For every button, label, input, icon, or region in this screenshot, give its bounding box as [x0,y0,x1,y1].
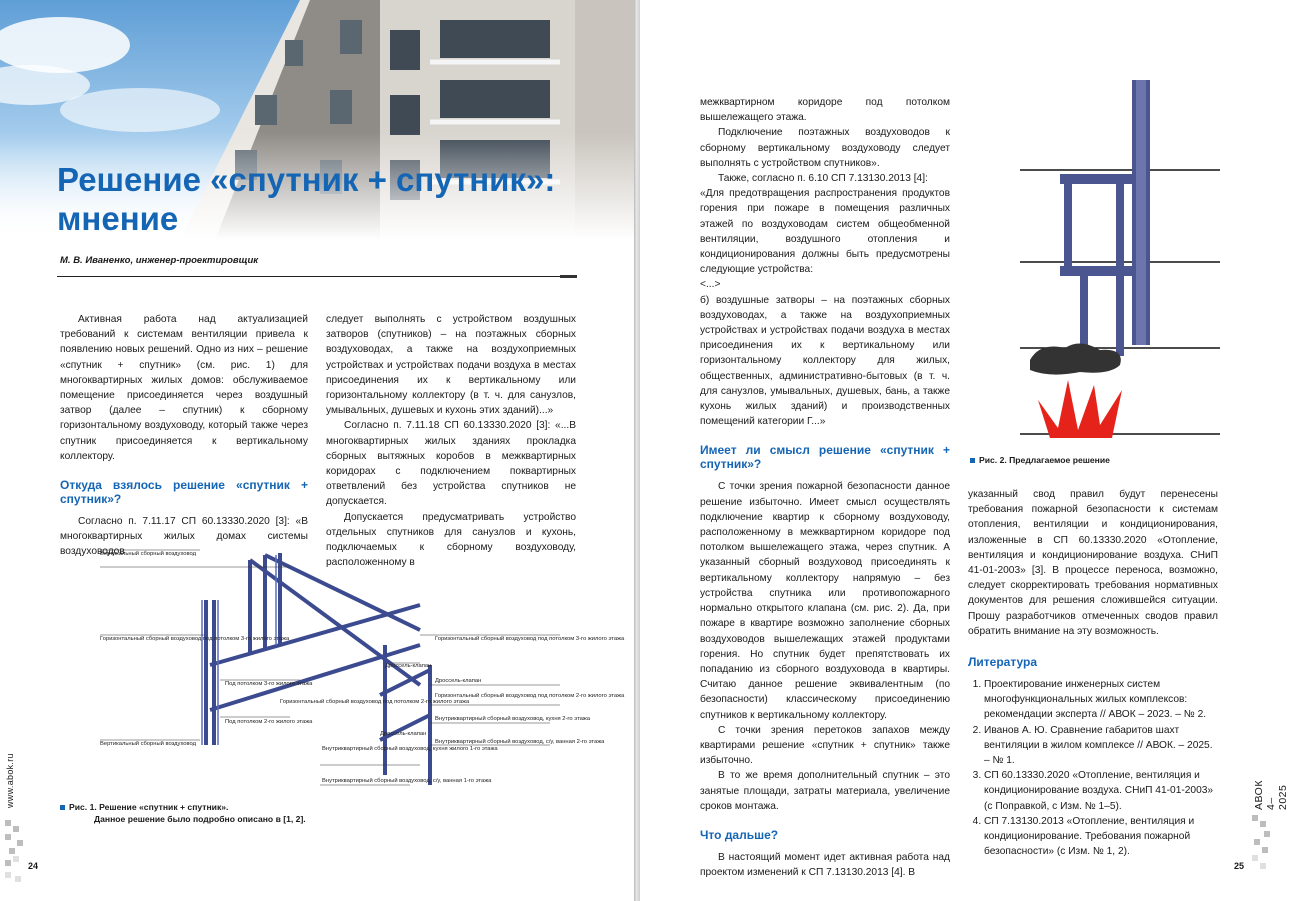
pixel-strip-icon [1252,815,1272,885]
fig1-label: Вертикальный сборный воздуховод [100,741,197,747]
fig1-label: Горизонтальный сборный воздуховод под потолком 2-го жилого этажа [435,693,625,699]
references-list [968,677,1218,859]
caption-bullet-icon [970,458,975,463]
paragraph: следует выполнять с устройством воздушных затворов (спутников) – на поэтажных сборных воздуховодах, а также на воздухоприемных устройствах и устройствах подачи воздуха в местах присоединения их к вертикальному или горизонтальному коллектору (в т. ч. для санузлов, умывальных, душевых и кухонь этих зданий)...» [326,314,576,417]
figure-1-diagram [90,545,625,800]
figure-1-caption [60,801,306,825]
section-heading: Литература [968,655,1038,670]
right-column-1 [700,95,950,880]
journal-issue: АВОК 4–2025 [1253,780,1289,810]
section-heading: Откуда взялось решение «спутник + спутник»? [60,478,308,507]
fig1-label: Горизонтальный сборный воздуховод под потолком 3-го жилого этажа [100,636,290,642]
fig1-label: Под потолком 2-го жилого этажа [225,719,313,725]
paragraph: С точки зрения перетоков запахов между квартирами решение «спутник + спутник» также избыточно. [700,724,950,767]
figure-2-diagram [1020,80,1220,450]
site-url: www.abok.ru [5,753,15,808]
fig1-label: Дроссель-клапан [435,678,482,684]
caption-line-1: Рис. 1. Решение «спутник + спутник». [69,802,229,812]
quote: <...> [700,279,721,291]
right-page [640,0,1289,901]
paragraph: Допускается предусматривать устройство отдельных спутников для санузлов и кухонь, подключаемых к сборному воздуховоду, расположенному в [326,511,576,569]
fig1-label: Горизонтальный сборный воздуховод под потолком 2-го жилого этажа [280,699,470,705]
reference-item: 3. СП 60.13330.2020 «Отопление, вентиляция и кондиционирование воздуха. СНиП 41-01-2003» (с Поправкой, с Изм. № 1–5). [984,768,1218,814]
paragraph: Согласно п. 7.11.17 СП 60.13330.2020 [3]: «В многоквартирных жилых домах системы воздуховодов [60,516,308,558]
caption-line-2: Данное решение было подробно описано в [1, 2]. [94,814,306,824]
right-column-2 [968,487,1218,859]
fig1-label: Внутриквартирный сборный воздуховод, кухня жилого 1-го этажа [322,746,498,752]
paragraph: межквартирном коридоре под потолком вышележащего этажа. [700,97,950,124]
paragraph: Также, согласно п. 6.10 СП 7.13130.2013 [4]: [718,173,928,185]
page-number: 25 [1234,861,1245,871]
quote: б) воздушные затворы – на поэтажных сборных воздуховодах, а также на воздухоприемных устройствах и устройствах подачи воздуха в местах присоединения их к вертикальному или горизонтальному коллектору для жилых, общественных, административно-бытовых (в т. ч. для санузлов, умывальных, душевых, бань, а также кухонь жилых зданий) и производственных помещений категории Г...» [700,294,950,428]
paragraph: Подключение поэтажных воздуховодов к сборному вертикальному воздуховоду следует выполнять с устройством спутников». [700,127,950,169]
section-heading: Что дальше? [700,827,779,842]
section-heading: Имеет ли смысл решение «спутник + спутник»? [700,443,950,472]
caption-text: Рис. 2. Предлагаемое решение [979,455,1110,465]
fig1-label: Внутриквартирный сборный воздуховод, с/у, ванная 2-го этажа [435,739,605,745]
fig1-label: Дроссель-клапан [380,731,427,737]
fig1-label: Внутриквартирный сборный воздуховод, с/у, ванная 1-го этажа [322,778,492,784]
left-column-1 [60,312,308,560]
left-column-2 [326,312,576,570]
fig1-label: Под потолком 3-го жилого этажа [225,681,313,687]
paragraph: В настоящий момент идет активная работа над проектом изменений к СП 7.13130.2013 [4]. В [700,851,950,879]
quote: «Для предотвращения распространения продуктов горения при пожаре в помещения различных этажей по воздуховодам систем общеобменной вентиляции, воздушного отопления и кондиционирования должны быть предусмотрены следующие устройства: [700,188,950,276]
title-rule-accent [560,275,577,278]
reference-item: 1. Проектирование инженерных систем многофункциональных жилых комплексов: рекомендации эксперта // АВОК – 2023. – № 2. [984,677,1218,723]
paragraph: В то же время дополнительный спутник – это занятые площади, затраты материала, увеличение сроков монтажа. [700,770,950,812]
title-rule [57,276,577,277]
paragraph: С точки зрения пожарной безопасности данное решение избыточно. Имеет смысл осуществлять подключение квартир к сборному воздуховоду, расположенному в межквартирном коридоре под потолком вышележащего этажа, через спутник. А указанный сборный воздуховод присоединять к вертикальному коллектору напрямую – без устройства спутника или противопожарного нормально открытого клапана (см. рис. 2). Да, при пожаре в квартире возможно заполнение сборных воздуховодов вышележащих этажей продуктами горения. Но спутник будет препятствовать их попаданию из сборного воздуховода в квартиры. Считаю данное решение эквивалентным (по безопасности) классическому присоединению спутников к вертикальному коллектору. [700,481,950,721]
fig1-label: Горизонтальный сборный воздуховод под потолком 3-го жилого этажа [435,636,625,642]
paragraph: Активная работа над актуализацией требований к системам вентиляции привела к появлению новых решений. Одно из них – решение «спутник + спутник» (см. рис. 1) для многоквартирных жилых домов: обслуживаемое помещение присоединяется через воздушный затвор (далее – спутник) к сборному горизонтальному воздуховоду, который также через спутник присоединяется к вертикальному коллектору. [60,314,308,462]
author-byline: М. В. Иваненко, инженер-проектировщик [60,255,259,266]
pixel-strip-icon [5,820,25,890]
fig1-label: Дроссель-клапан [385,663,432,669]
paragraph: указанный свод правил будут перенесены требования пожарной безопасности к системам отопления, вентиляции и кондиционирования, изложенные в СП 60.13330.2020 «Отопление, вентиляция и кондиционирование воздуха. СНиП 41-01-2003» [3]. В процессе переноса, возможно, следует скорректировать требования нормативных документов для решения сложившейся ситуации. Прошу разработчиков отмеченных сводов правил обратить внимание на эту возможность. [968,489,1218,637]
reference-item: 2. Иванов А. Ю. Сравнение габаритов шахт вентиляции в жилом комплексе // АВОК. – 2025. – № 1. [984,723,1218,769]
reference-item: 4. СП 7.13130.2013 «Отопление, вентиляция и кондиционирование. Требования пожарной безопасности» (с Изм. № 1, 2). [984,814,1218,860]
article-title: Решение «спутник + спутник»: мнение [57,161,556,237]
left-page [0,0,634,901]
fig1-label: Внутриквартирный сборный воздуховод, кухня 2-го этажа [435,716,590,722]
paragraph: Согласно п. 7.11.18 СП 60.13330.2020 [3]: «...В многоквартирных жилых зданиях прокладка сборных вытяжных коробов в межквартирных коридорах с подключением поквартирных ответвлений без устройства спутников не допускается. [326,420,576,508]
page-number: 24 [28,861,39,871]
caption-bullet-icon [60,805,65,810]
fig1-label: Вертикальный сборный воздуховод [100,551,197,557]
figure-2-caption [970,454,1110,466]
